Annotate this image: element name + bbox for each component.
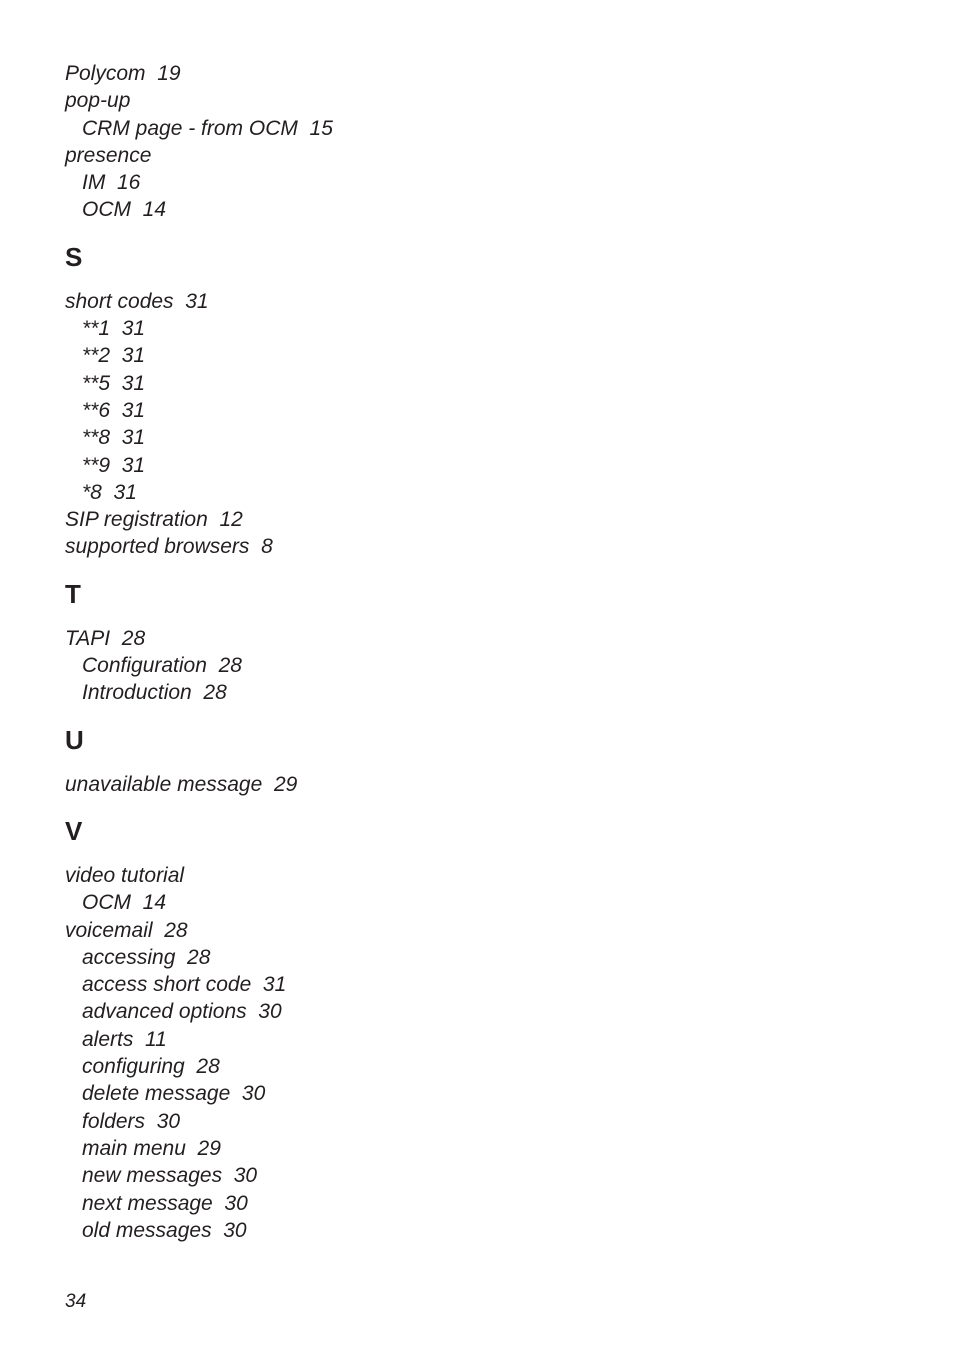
index-subentry: old messages 30 xyxy=(82,1218,247,1242)
index-subentry: advanced options 30 xyxy=(82,1000,282,1024)
index-entry: SIP registration 12 xyxy=(65,508,243,532)
index-subentry: main menu 29 xyxy=(82,1136,221,1160)
index-subentry: **6 31 xyxy=(82,398,146,422)
index-entry: short codes 31 xyxy=(65,289,209,313)
index-entry: supported browsers 8 xyxy=(65,535,273,559)
index-subentry: Configuration 28 xyxy=(82,654,242,678)
index-subentry: **5 31 xyxy=(82,371,146,395)
index-entry: video tutorial xyxy=(65,863,185,887)
index-list xyxy=(65,60,885,1244)
index-subentry: **2 31 xyxy=(82,344,146,368)
index-subentry: new messages 30 xyxy=(82,1164,258,1188)
index-subentry: access short code 31 xyxy=(82,973,287,997)
index-subentry: configuring 28 xyxy=(82,1055,220,1079)
index-page xyxy=(65,60,885,1244)
index-subentry: CRM page - from OCM 15 xyxy=(82,116,333,140)
index-subentry: **1 31 xyxy=(82,317,146,341)
index-entry: TAPI 28 xyxy=(65,626,146,650)
index-subentry: OCM 14 xyxy=(82,891,167,915)
index-subentry: folders 30 xyxy=(82,1109,181,1133)
index-letter-heading: S xyxy=(65,241,83,272)
index-subentry: **9 31 xyxy=(82,453,146,477)
index-subentry: OCM 14 xyxy=(82,198,167,222)
page-number: 34 xyxy=(65,1291,87,1312)
index-entry: Polycom 19 xyxy=(65,62,181,85)
index-subentry: **8 31 xyxy=(82,426,146,450)
index-subentry: accessing 28 xyxy=(82,945,211,969)
index-entry: unavailable message 29 xyxy=(65,772,298,796)
index-letter-heading: V xyxy=(65,815,83,846)
index-subentry: next message 30 xyxy=(82,1191,248,1215)
index-subentry: delete message 30 xyxy=(82,1082,266,1106)
index-subentry: IM 16 xyxy=(82,171,141,195)
index-subentry: alerts 11 xyxy=(82,1027,167,1051)
index-entry: pop-up xyxy=(65,89,131,113)
index-entry: voicemail 28 xyxy=(65,918,188,942)
index-entry: presence xyxy=(65,143,152,167)
index-letter-heading: T xyxy=(65,578,81,609)
index-letter-heading: U xyxy=(65,724,84,755)
index-subentry: Introduction 28 xyxy=(82,681,227,705)
index-subentry: *8 31 xyxy=(82,480,137,504)
